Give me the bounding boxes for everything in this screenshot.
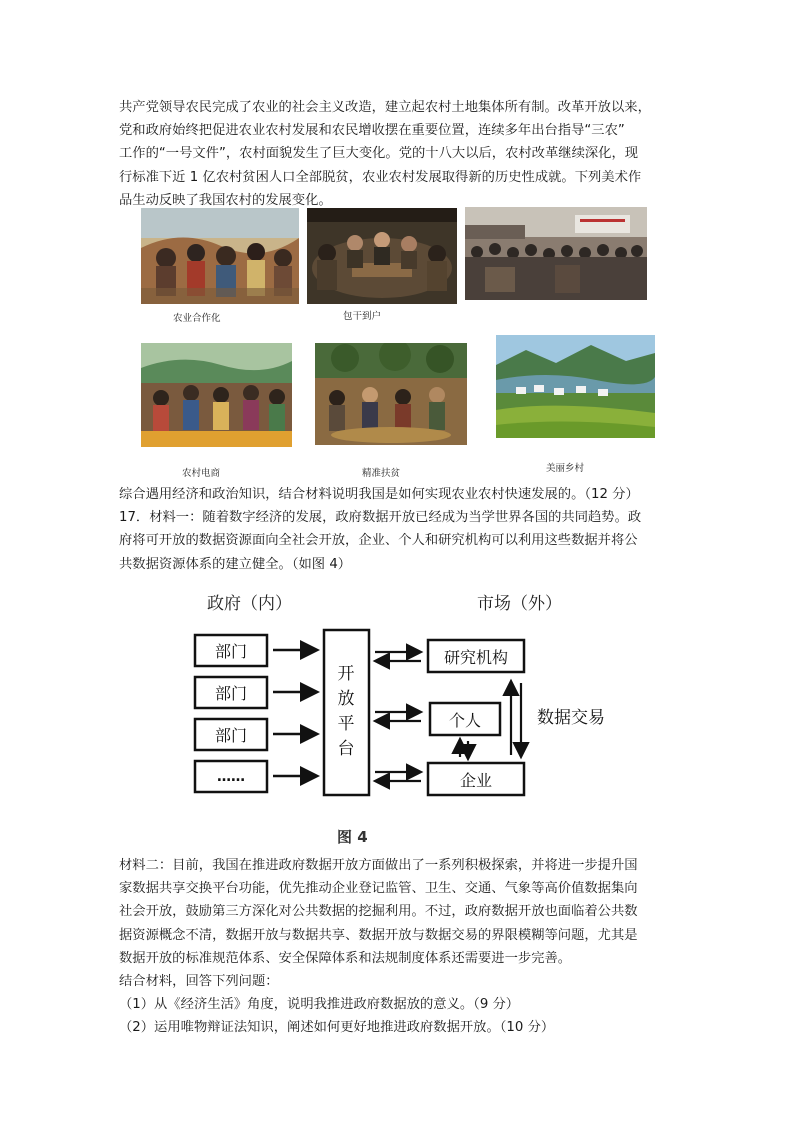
intro-paragraph: [119, 96, 679, 212]
artwork-caption: 农业合作化: [173, 313, 221, 324]
platform-char: 开: [337, 664, 355, 684]
text-line: 17．材料一：随着数字经济的发展，政府数据开放已经成为当学世界各国的共同趋势。政: [119, 510, 642, 526]
open-platform-box: [324, 630, 369, 795]
individual-label: 个人: [448, 711, 482, 730]
artwork-household-contract-image: [307, 208, 457, 304]
text-line: 工作的“一号文件”，农村面貌发生了巨大变化。党的十八大以后，农村改革继续深化，现: [119, 146, 639, 162]
department-label: 部门: [214, 642, 248, 661]
text-line: 社会开放，鼓励第三方深化对公共数据的挖掘利用。不过，政府数据开放也面临着公共数: [119, 904, 638, 920]
department-label: 部门: [214, 684, 248, 703]
platform-char: 平: [337, 714, 355, 734]
sub-question-2: （2）运用唯物辩证法知识，阐述如何更好地推进政府数据开放。（10 分）: [119, 1020, 555, 1036]
artwork-caption: 精准扶贫: [362, 468, 401, 479]
artwork-caption: 农村电商: [182, 468, 221, 479]
research-institution-label: 研究机构: [443, 648, 509, 667]
artwork-crowd-image: [465, 207, 647, 300]
artwork-cooperative-image: [141, 208, 299, 304]
artwork-caption: 包干到户: [343, 311, 382, 322]
platform-char: 放: [337, 689, 355, 709]
department-label: ……: [217, 769, 245, 785]
text-line: 党和政府始终把促进农业农村发展和农民增收摆在重要位置，连续多年出台指导“三农”: [119, 123, 625, 139]
text-line: 品生动反映了我国农村的发展变化。: [119, 192, 332, 208]
artwork-rural-ecommerce-image: [141, 343, 292, 447]
q16-prompt: 综合遇用经济和政治知识，结合材料说明我国是如何实现农业农村快速发展的。（12 分）: [119, 487, 639, 502]
artwork-caption: 美丽乡村: [546, 463, 585, 474]
text-line: 共产党领导农民完成了农业的社会主义改造，建立起农村土地集体所有制。改革开放以来，: [119, 100, 651, 115]
data-trade-label: 数据交易: [537, 708, 605, 728]
instruction: 结合材料，回答下列问题：: [119, 974, 279, 990]
artwork-poverty-alleviation-image: [315, 343, 467, 445]
government-data-diagram: [185, 585, 625, 855]
enterprise-label: 企业: [459, 771, 493, 790]
text-line: 共数据资源体系的建立健全。（如图 4）: [119, 556, 352, 572]
text-line: 据资源概念不清，数据开放与数据共享、数据开放与数据交易的界限模糊等问题，尤其是: [119, 927, 638, 943]
sub-question-1: （1）从《经济生活》角度，说明我推进政府数据放的意义。（9 分）: [119, 997, 520, 1013]
text-line: 材料二：目前，我国在推进政府数据开放方面做出了一系列积极探索，并将进一步提升国: [119, 858, 638, 873]
figure-caption: 图 4: [337, 828, 368, 846]
text-line: 行标准下近 1 亿农村贫困人口全部脱贫，农业农村发展取得新的历史性成就。下列美术作: [119, 169, 642, 185]
text-line: 家数据共享交换平台功能，优先推动企业登记监管、卫生、交通、气象等高价值数据集向: [119, 881, 638, 897]
government-header: 政府（内）: [207, 594, 292, 614]
text-line: 府将可开放的数据资源面向全社会开放，企业、个人和研究机构可以利用这些数据并将公: [119, 533, 638, 549]
question-17-material-one: [119, 483, 679, 576]
platform-char: 台: [337, 739, 355, 759]
material-two: [119, 854, 679, 1040]
text-line: 数据开放的标准规范体系、安全保障体系和法规制度体系还需要进一步完善。: [119, 950, 572, 966]
artwork-beautiful-village-image: [496, 335, 655, 438]
department-label: 部门: [214, 726, 248, 745]
market-header: 市场（外）: [477, 594, 562, 614]
